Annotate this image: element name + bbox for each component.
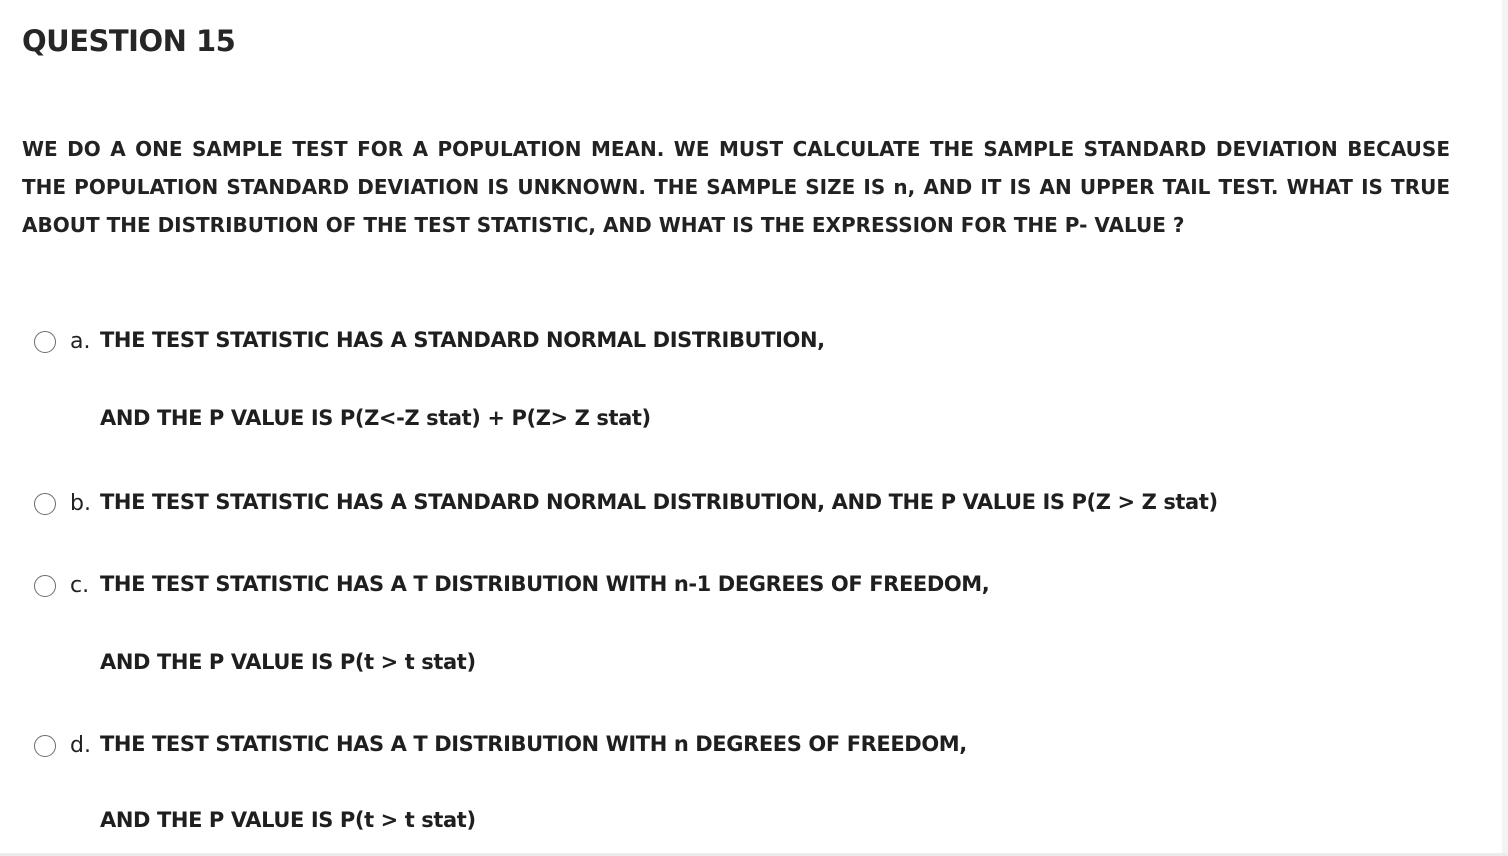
option-a-text-line2[interactable]: AND THE P VALUE IS P(Z<-Z stat) + P(Z> Z stat): [100, 406, 651, 430]
option-c-text-line2[interactable]: AND THE P VALUE IS P(t > t stat): [100, 650, 476, 674]
option-c-letter: c.: [70, 573, 90, 598]
option-d-text-line2[interactable]: AND THE P VALUE IS P(t > t stat): [100, 808, 476, 832]
option-a-radio[interactable]: [34, 331, 56, 353]
page-right-edge: [1502, 0, 1508, 856]
question-text: WE DO A ONE SAMPLE TEST FOR A POPULATION MEAN. WE MUST CALCULATE THE SAMPLE STANDARD DEVIATION BECAUSE THE POPULATION STANDARD DEVIATION IS UNKNOWN. THE SAMPLE SIZE IS n, AND IT IS AN UPPER TAIL TEST. WHAT IS TRUE ABOUT THE DISTRIBUTION OF THE TEST STATISTIC, AND WHAT IS THE EXPRESSION FOR THE P- VALUE ?: [22, 137, 1450, 237]
option-b-letter: b.: [70, 491, 91, 516]
option-a-letter: a.: [70, 329, 91, 354]
option-a-text-line1[interactable]: THE TEST STATISTIC HAS A STANDARD NORMAL DISTRIBUTION,: [100, 328, 825, 352]
option-c-radio[interactable]: [34, 575, 56, 597]
option-d-radio[interactable]: [34, 735, 56, 757]
option-d-text-line1[interactable]: THE TEST STATISTIC HAS A T DISTRIBUTION WITH n DEGREES OF FREEDOM,: [100, 732, 967, 756]
option-b-text-line1[interactable]: THE TEST STATISTIC HAS A STANDARD NORMAL DISTRIBUTION, AND THE P VALUE IS P(Z > Z stat): [100, 490, 1218, 514]
question-title: QUESTION 15: [22, 24, 236, 58]
option-c-text-line1[interactable]: THE TEST STATISTIC HAS A T DISTRIBUTION WITH n-1 DEGREES OF FREEDOM,: [100, 572, 990, 596]
option-d-letter: d.: [70, 733, 91, 758]
option-b-radio[interactable]: [34, 493, 56, 515]
